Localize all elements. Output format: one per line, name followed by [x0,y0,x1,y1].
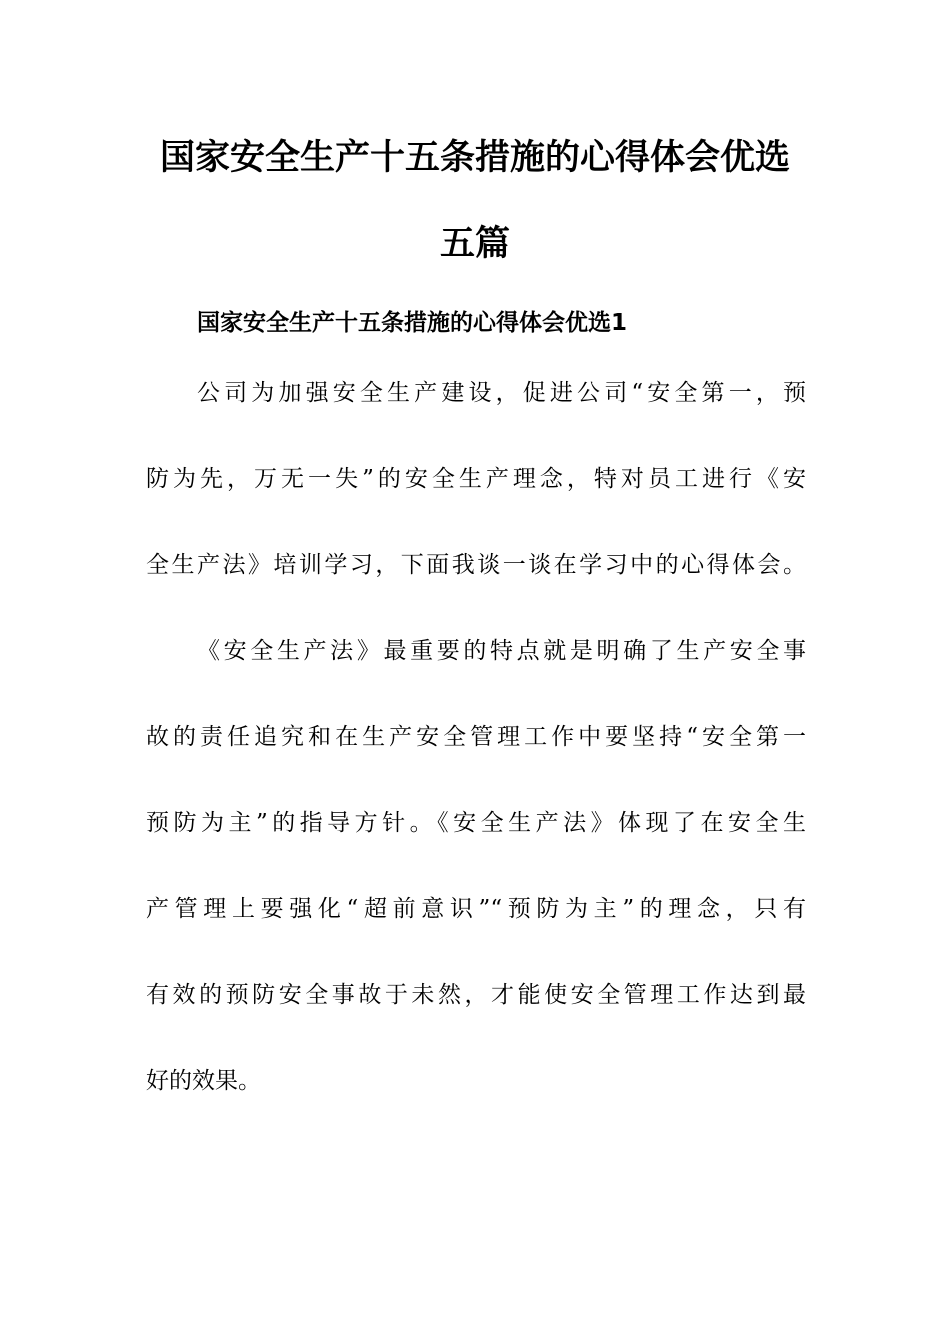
paragraph-2-line: 故的责任追究和在生产安全管理工作中要坚持“安全第一 [146,724,806,750]
paragraph-1-line: 公司为加强安全生产建设，促进公司“安全第一，预 [197,380,806,406]
paragraph-2-line: 好的效果。 [146,1068,261,1094]
document-title-line-2: 五篇 [439,224,510,264]
paragraph-1-line: 防为先，万无一失”的安全生产理念，特对员工进行《安 [146,466,806,492]
paragraph-2-line: 产管理上要强化“超前意识”“预防为主”的理念，只有 [146,896,806,922]
document-title-line-1: 国家安全生产十五条措施的心得体会优选 [159,138,790,178]
paragraph-2-line: 有效的预防安全事故于未然，才能使安全管理工作达到最 [146,982,806,1008]
paragraph-2-line: 《安全生产法》最重要的特点就是明确了生产安全事 [197,638,806,664]
paragraph-2-line: 预防为主”的指导方针。《安全生产法》体现了在安全生 [146,810,806,836]
section-heading: 国家安全生产十五条措施的心得体会优选1 [197,310,628,336]
paragraph-1-line: 全生产法》培训学习，下面我谈一谈在学习中的心得体会。 [146,552,806,578]
